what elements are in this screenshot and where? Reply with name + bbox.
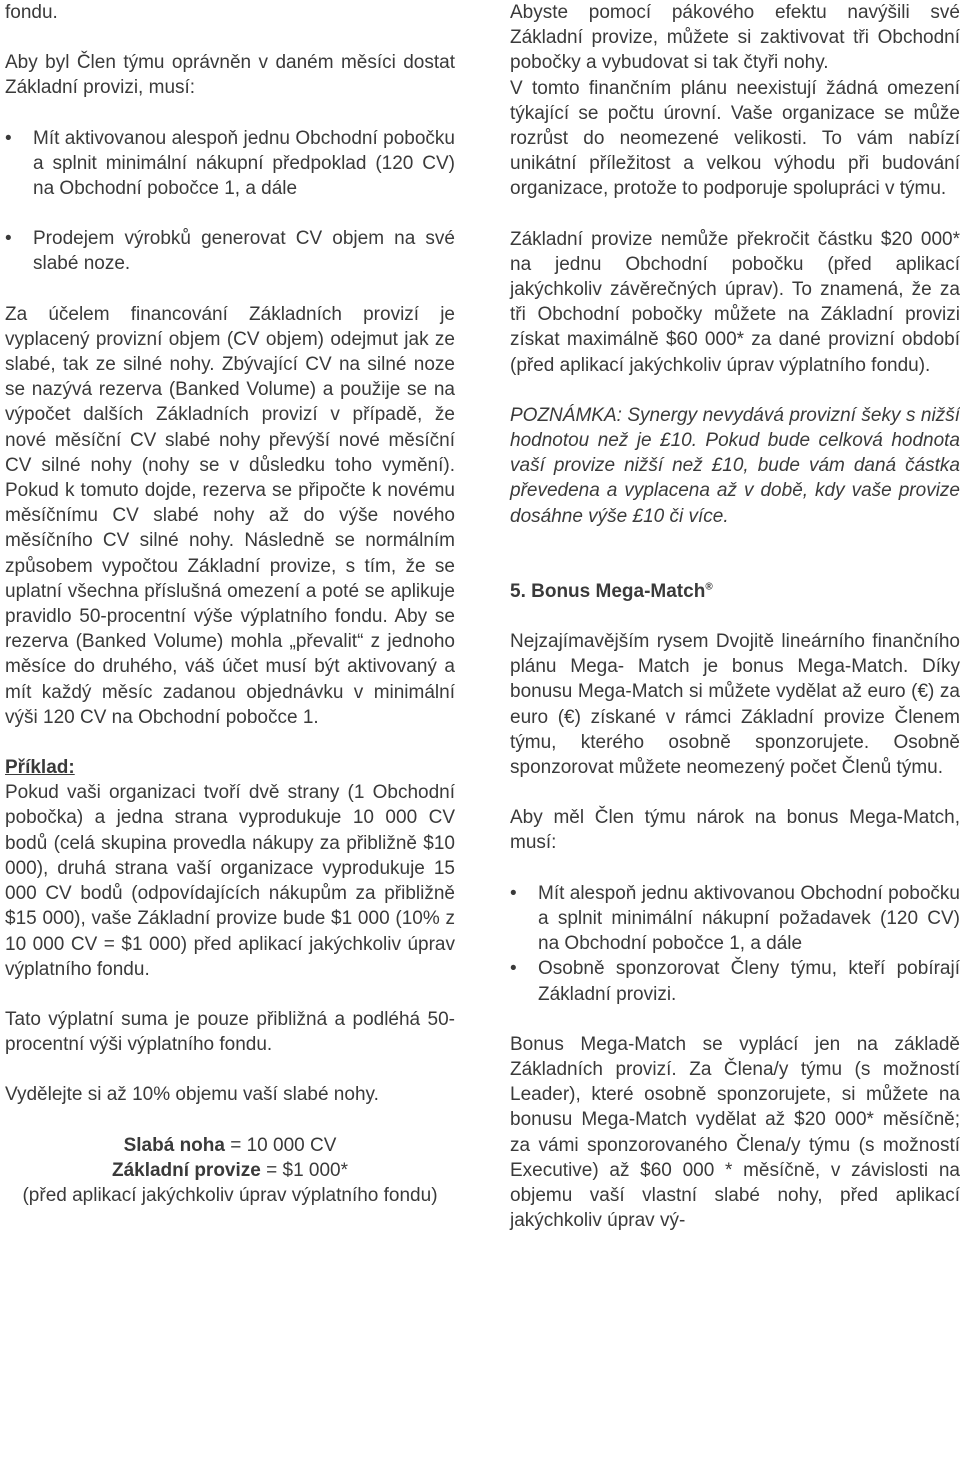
bullet-text: Prodejem výrobků generovat CV objem na své slabé noze. <box>33 228 455 275</box>
bullet-item <box>5 226 455 276</box>
registered-mark: ® <box>705 581 713 593</box>
leverage-paragraph: Abyste pomocí pákového efektu navýšili své Základní provize, můžete si zaktivovat tři Obchodní pobočky a vybudovat si tak čtyři nohy. <box>510 2 960 74</box>
summary-weak-leg <box>5 1133 455 1158</box>
bullet-dot-icon: • <box>510 958 517 980</box>
bullet-text: Mít alespoň jednu aktivovanou Obchodní pobočku a splnit minimální nákupní požadavek (120 CV) na Obchodní pobočce 1, a dále <box>538 882 960 955</box>
bullet-dot-icon: • <box>510 882 517 904</box>
example-heading <box>5 755 455 780</box>
bullet-item <box>510 956 960 1006</box>
bullet-item <box>510 881 960 957</box>
megamatch-intro: Nejzajímavějším rysem Dvojitě lineárního finančního plánu Mega- Match je bonus Mega-Match. Díky bonusu Mega-Match si můžete vydělat až euro (€) za euro (€) získané v rámci Základní provize Členem týmu, kterého osobně sponzorujete. Osobně sponzorovat můžete neomezený počet Členů týmu. <box>510 631 960 779</box>
section-heading <box>510 579 960 604</box>
bullet-dot-icon: • <box>5 127 12 149</box>
top-fragment: fondu. <box>5 2 58 23</box>
base-comm-value: = $1 000* <box>260 1159 349 1181</box>
summary-base-commission <box>5 1158 455 1183</box>
base-comm-label: Základní provize <box>111 1159 261 1181</box>
bullet-text: Osobně sponzorovat Členy týmu, kteří pobírají Základní provizi. <box>538 958 960 1005</box>
left-column <box>5 0 455 1208</box>
megamatch-eligibility-intro: Aby měl Člen týmu nárok na bonus Mega-Match, musí: <box>510 807 960 854</box>
financing-paragraph: Za účelem financování Základních provizí je vyplacený provizní objem (CV objem) odejmut jak ze slabé, tak ze silné nohy. Zbývající CV na silné noze se nazývá rezerva (Banked Volume) a použije se na výpočet dalších Základních provizí v případě, že nové měsíční CV slabé nohy převýší nové měsíční CV silné nohy (nohy se v důsledku toho vymění). Pokud k tomuto dojde, rezerva se připočte k novému měsíčnímu CV slabé nohy až do výše nového měsíčního CV silné nohy. Následně se normálním způsobem vypočtou Základní provize, s tím, že se uplatní všechna příslušná omezení a poté se aplikuje pravidlo 50-procentní výše výplatního fondu. Aby se rezerva (Banked Volume) mohla „převalit“ z jednoho měsíce do druhého, váš účet musí být aktivovaný a mít každý měsíc zadanou objednávku v minimální výši 120 CV na Obchodní pobočce 1. <box>5 303 455 728</box>
note-paragraph: POZNÁMKA: Synergy nevydává provizní šeky s nižší hodnotou než je £10. Pokud bude celková hodnota vaší provize nižší než £10, bude vám daná částka převedena a vyplacena až v době, kdy vaše provize dosáhne výše £10 či více. <box>510 404 960 527</box>
bullet-text: Mít aktivovanou alespoň jednu Obchodní pobočku a splnit minimální nákupní předpoklad (120 CV) na Obchodní pobočce 1, a dále <box>33 127 455 200</box>
approx-note: Tato výplatní suma je pouze přibližná a podléhá 50-procentní výši výplatního fondu. <box>5 1008 455 1056</box>
right-column <box>510 0 960 1258</box>
no-limits-paragraph: V tomto finančním plánu neexistují žádná omezení týkající se počtu úrovní. Vaše organizace se může rozrůst do neomezené velikosti. To vám nabízí unikátní příležitost a velkou výhodu při budování organizace, protože to podporuje spolupráci v týmu. <box>510 77 960 200</box>
weak-leg-value: = 10 000 CV <box>224 1134 337 1156</box>
eligibility-intro: Aby byl Člen týmu oprávněn v daném měsíci dostat Základní provizi, musí: <box>5 52 455 99</box>
bullet-item <box>5 126 455 202</box>
section-heading-text: 5. Bonus Mega-Match <box>510 580 706 602</box>
weak-leg-label: Slabá noha <box>123 1134 225 1156</box>
payout-paragraph: Bonus Mega-Match se vyplácí jen na základě Základních provizí. Za Člena/y týmu (s možností Leader), které osobně sponzorujete, si můžete na bonusu Mega-Match vydělat až $20 000* měsíčně; za vámi sponzorovaného Člena/y týmu (s možností Executive) až $60 000 * měsíčně, v závislosti na objemu vaší vlastní slabé nohy, před aplikací jakýchkoliv úprav vý- <box>510 1033 960 1232</box>
cap-paragraph: Základní provize nemůže překročit částku $20 000* na jednu Obchodní pobočku (před aplikací jakýchkoliv závěrečných úprav). To znamená, že za tři Obchodní pobočky můžete na Základní provizi získat maximálně $60 000* za dané provizní období (před aplikací jakýchkoliv úprav výplatního fondu). <box>510 228 960 376</box>
earn-note: Vydělejte si až 10% objemu vaší slabé nohy. <box>5 1084 379 1106</box>
summary-note: (před aplikací jakýchkoliv úprav výplatního fondu) <box>22 1184 438 1206</box>
bullet-dot-icon: • <box>5 228 12 250</box>
summary-block <box>5 1133 455 1209</box>
example-heading-text: Příklad: <box>5 757 75 779</box>
example-text: Pokud vaši organizaci tvoří dvě strany (1 Obchodní pobočka) a jedna strana vyprodukuje 10 000 CV bodů (celá skupina provedla nákupy za přibližně $10 000), druhá strana vaší organizace vyprodukuje 15 000 CV bodů (odpovídajících nákupům za přibližně $15 000), vaše Základní provize bude $1 000 (10% z 10 000 CV = $1 000) před aplikací jakýchkoliv úprav výplatního fondu. <box>5 782 455 980</box>
